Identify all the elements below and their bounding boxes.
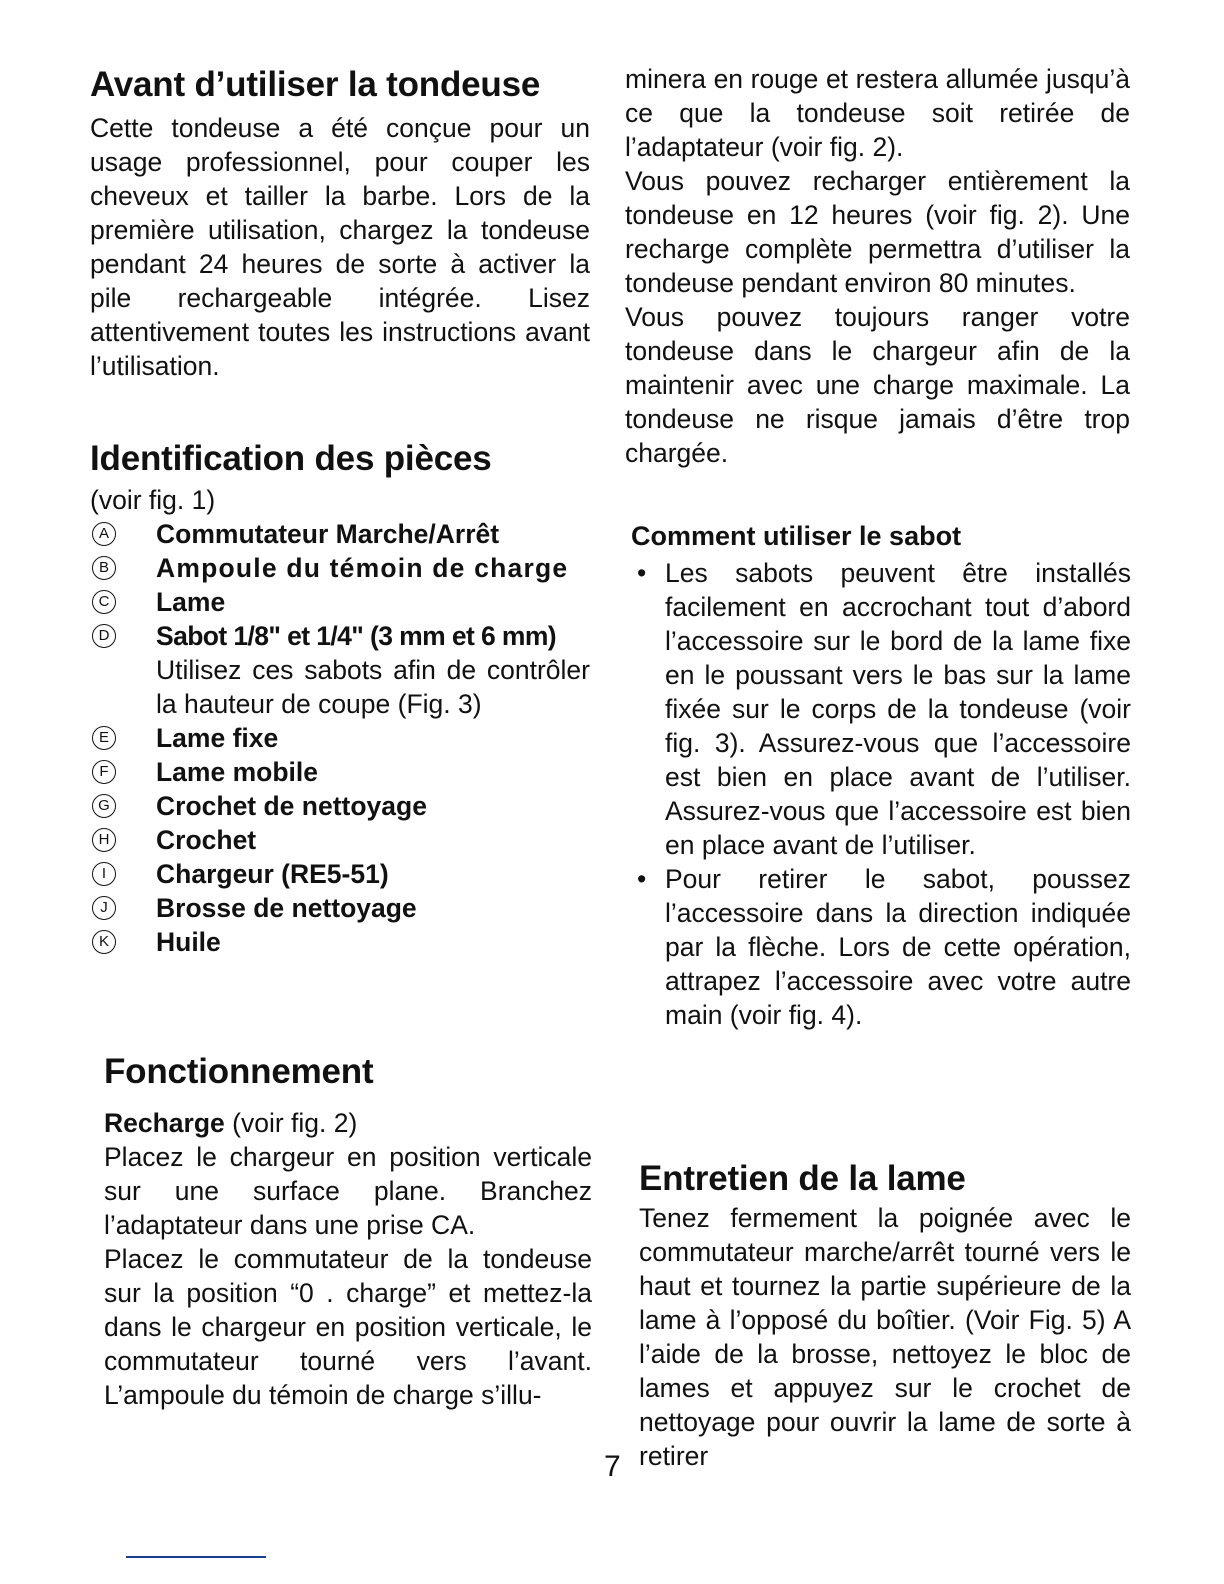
- parts-list-item: [90, 517, 590, 551]
- parts-item-label: Crochet: [156, 824, 257, 855]
- parts-letter-badge: J: [92, 896, 116, 920]
- parts-list-item: [90, 789, 590, 823]
- parts-letter-badge: A: [92, 522, 116, 546]
- charging-paragraph-1: minera en rouge et restera allumée jusqu’à ce que la tondeuse soit retirée de l’adaptateur (voir fig. 2).: [625, 64, 1130, 162]
- section-operation: [104, 1053, 592, 1412]
- blade-maintenance-paragraph: Tenez fermement la poignée avec le commutateur marche/arrêt tourné vers le haut et tournez la partie supérieure de la lame à l’opposé du boîtier. (Voir Fig. 5) A l’aide de la brosse, nettoyez le bloc de lames et appuyez sur le crochet de nettoyage pour ouvrir la lame de sorte à retirer: [639, 1202, 1131, 1471]
- parts-list-item: [90, 721, 590, 755]
- section-title-parts: Identification des pièces: [90, 439, 492, 478]
- parts-item-label: Ampoule du témoin de charge: [156, 552, 569, 583]
- bullet-icon: •: [637, 558, 647, 589]
- charging-paragraph-2: Vous pouvez recharger entièrement la tondeuse en 12 heures (voir fig. 2). Une recharge complète permettra d’utiliser la tondeuse pendant environ 80 minutes.: [625, 166, 1130, 298]
- parts-letter-badge: E: [92, 726, 116, 750]
- sabot-bullet-item: [631, 556, 1131, 862]
- section-before-use: [90, 66, 590, 383]
- sabot-bullet-item: [631, 862, 1131, 1032]
- section-blade-maintenance: [639, 1160, 1131, 1473]
- section-title-operation: Fonctionnement: [104, 1052, 374, 1091]
- section-sabot: [631, 520, 1131, 1032]
- parts-list-item: [90, 585, 590, 619]
- sabot-bullet-list: [631, 556, 1131, 1032]
- parts-item-label: Crochet de nettoyage: [156, 790, 427, 821]
- parts-letter-badge: H: [92, 828, 116, 852]
- parts-item-label: Huile: [156, 926, 221, 957]
- parts-item-note: Utilisez ces sabots afin de contrôler la hauteur de coupe (Fig. 3): [156, 654, 590, 719]
- parts-letter-badge: F: [92, 760, 116, 784]
- recharge-figure-ref: (voir fig. 2): [232, 1107, 358, 1138]
- parts-list-item: [90, 551, 590, 585]
- parts-figure-ref: (voir fig. 1): [90, 484, 216, 515]
- parts-item-label: Sabot 1/8" et 1/4" (3 mm et 6 mm): [156, 620, 557, 651]
- operation-paragraph-2: Placez le commutateur de la tondeuse sur la position “0 . charge” et mettez-la dans le chargeur en position verticale, le commutateur tourné vers l’avant. L’ampoule du témoin de charge s’illu-: [104, 1243, 592, 1410]
- before-use-paragraph: Cette tondeuse a été conçue pour un usage professionnel, pour couper les cheveux et tailler la barbe. Lors de la première utilisation, chargez la tondeuse pendant 24 heures de sorte à activer la pile rechargeable intégrée. Lisez attentivement toutes les instructions avant l’utilisation.: [90, 112, 590, 381]
- parts-item-label: Chargeur (RE5-51): [156, 858, 389, 889]
- sabot-bullet-text: Les sabots peuvent être installés facilement en accrochant tout d’abord l’accessoire sur le bord de la lame fixe en le poussant vers le bas sur la lame fixée sur le corps de la tondeuse (voir fig. 3). Assurez-vous que l’accessoire est bien en place avant de l’utiliser. Assurez-vous que l’accessoire est bien en place avant de l’utiliser.: [665, 558, 1131, 861]
- parts-item-label: Commutateur Marche/Arrêt: [156, 518, 500, 549]
- recharge-label: Recharge: [104, 1107, 225, 1138]
- sabot-bullet-text: Pour retirer le sabot, poussez l’accessoire dans la direction indiquée par la flèche. Lors de cette opération, attrapez l’accessoire avec votre autre main (voir fig. 4).: [665, 864, 1131, 1031]
- parts-list-item: [90, 823, 590, 857]
- parts-letter-badge: D: [92, 624, 116, 648]
- parts-item-label: Lame: [156, 586, 226, 617]
- section-title-blade-maintenance: Entretien de la lame: [639, 1159, 966, 1198]
- parts-letter-badge: B: [92, 556, 116, 580]
- parts-list-item: [90, 619, 590, 721]
- parts-list-item: [90, 755, 590, 789]
- parts-letter-badge: C: [92, 590, 116, 614]
- section-title-before-use: Avant d’utiliser la tondeuse: [90, 65, 541, 104]
- bullet-icon: •: [637, 864, 647, 895]
- parts-item-label: Lame fixe: [156, 722, 279, 753]
- charging-paragraph-3: Vous pouvez toujours ranger votre tondeuse dans le chargeur afin de la maintenir avec une charge maximale. La tondeuse ne risque jamais d’être trop chargée.: [625, 302, 1130, 468]
- parts-list-item: [90, 925, 590, 959]
- parts-item-label: Brosse de nettoyage: [156, 892, 417, 923]
- parts-list-item: [90, 857, 590, 891]
- parts-letter-badge: I: [92, 862, 116, 886]
- section-title-sabot: Comment utiliser le sabot: [631, 521, 962, 551]
- parts-letter-badge: K: [92, 930, 116, 954]
- parts-letter-badge: G: [92, 794, 116, 818]
- parts-list-item: [90, 891, 590, 925]
- footer-rule: [126, 1556, 266, 1558]
- parts-item-label: Lame mobile: [156, 756, 318, 787]
- charging-continued: [625, 62, 1130, 470]
- parts-list: [90, 517, 590, 959]
- page-number: 7: [604, 1450, 621, 1483]
- recharge-heading: [104, 1106, 592, 1140]
- section-parts: [90, 440, 590, 959]
- operation-paragraph-1: Placez le chargeur en position verticale sur une surface plane. Branchez l’adaptateur dans une prise CA.: [104, 1141, 592, 1240]
